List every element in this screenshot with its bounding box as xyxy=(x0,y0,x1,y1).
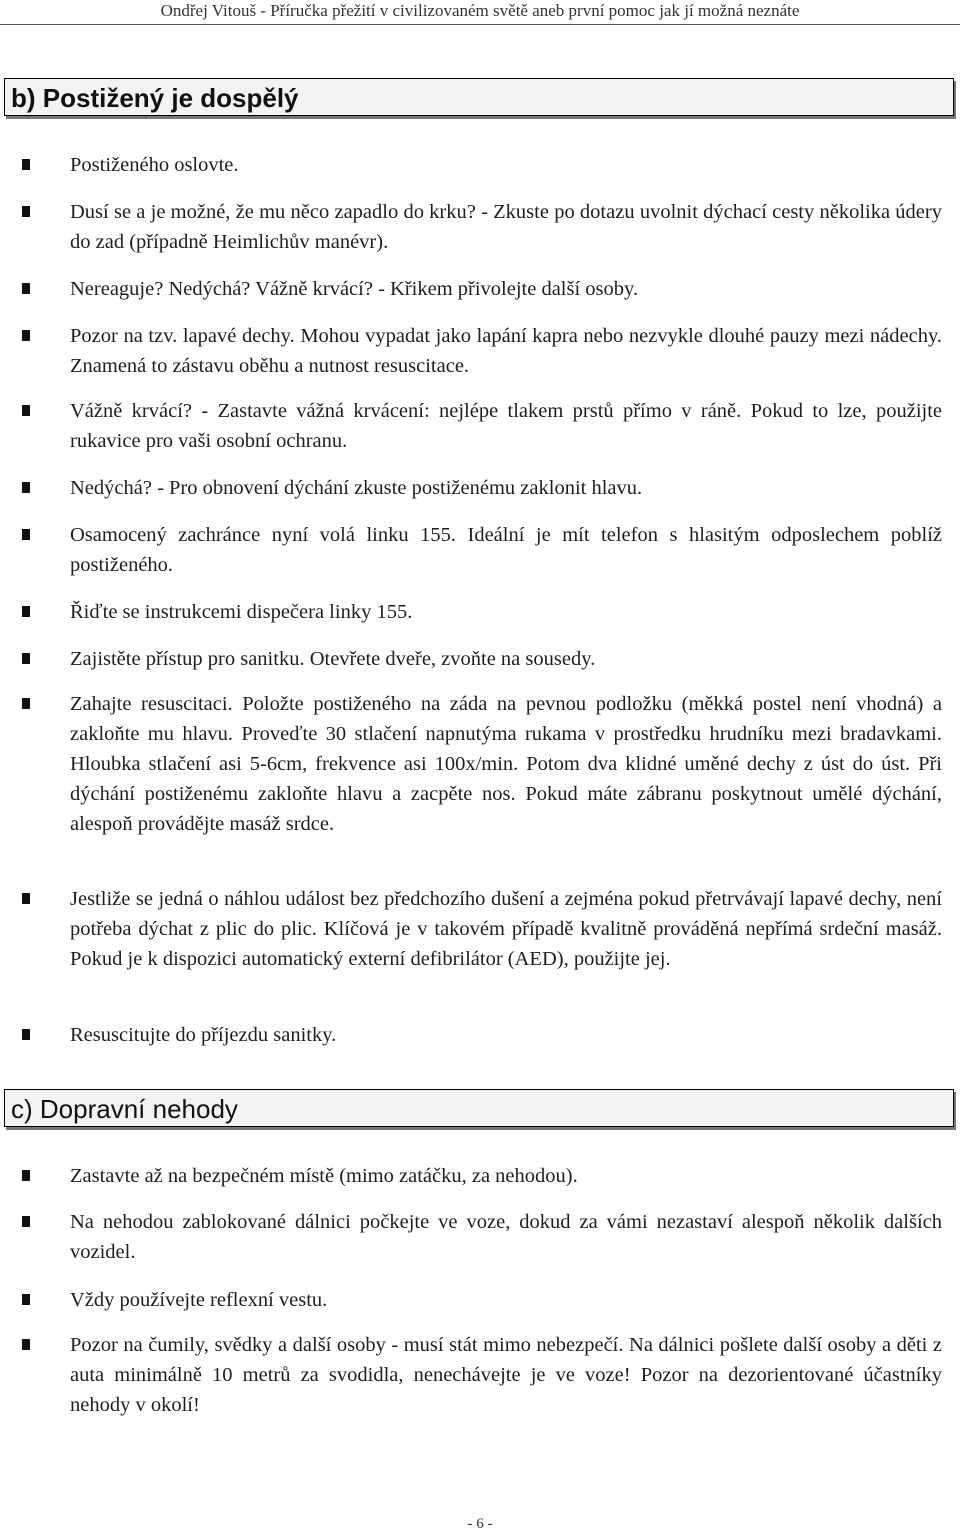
list-item: Jestliže se jedná o náhlou událost bez předchozího dušení a zejména pokud přetrvávají lapavé dechy, není potřeba dýchat z plic do plic. Klíčová je v takovém případě kvalitně prováděná nepřímá srdeční masáž. Pokud je k dispozici automatický externí defibrilátor (AED), použijte jej. xyxy=(70,884,942,974)
square-bullet-icon xyxy=(22,330,30,341)
header-divider xyxy=(0,24,960,25)
square-bullet-icon xyxy=(22,653,30,664)
section-heading-traffic-accidents: c) Dopravní nehody xyxy=(4,1089,954,1127)
square-bullet-icon xyxy=(22,1294,30,1305)
square-bullet-icon xyxy=(22,529,30,540)
list-item: Na nehodou zablokované dálnici počkejte ve voze, dokud za vámi nezastaví alespoň několik dalších vozidel. xyxy=(70,1207,942,1267)
list-item: Dusí se a je možné, že mu něco zapadlo do krku? - Zkuste po dotazu uvolnit dýchací cesty několika údery do zad (případně Heimlichův manévr). xyxy=(70,197,942,257)
list-item: Zajistěte přístup pro sanitku. Otevřete dveře, zvoňte na sousedy. xyxy=(70,644,942,674)
square-bullet-icon xyxy=(22,405,30,416)
list-item: Nedýchá? - Pro obnovení dýchání zkuste postiženému zaklonit hlavu. xyxy=(70,473,942,503)
list-item: Resuscitujte do příjezdu sanitky. xyxy=(70,1020,942,1050)
square-bullet-icon xyxy=(22,206,30,217)
list-item: Pozor na čumily, svědky a další osoby - musí stát mimo nebezpečí. Na dálnici pošlete další osoby a děti z auta minimálně 10 metrů za svodidla, nenechávejte je ve voze! Pozor na dezorientované účastníky nehody v okolí! xyxy=(70,1330,942,1420)
page-number: - 6 - xyxy=(467,1516,493,1532)
list-item: Zastavte až na bezpečném místě (mimo zatáčku, za nehodou). xyxy=(70,1161,942,1191)
section-heading-adult: b) Postižený je dospělý xyxy=(4,78,954,116)
square-bullet-icon xyxy=(22,1216,30,1227)
square-bullet-icon xyxy=(22,698,30,709)
list-item: Vždy používejte reflexní vestu. xyxy=(70,1285,942,1315)
list-item: Vážně krvácí? - Zastavte vážná krvácení: nejlépe tlakem prstů přímo v ráně. Pokud to lze, použijte rukavice pro vaši osobní ochranu. xyxy=(70,396,942,456)
square-bullet-icon xyxy=(22,159,30,170)
list-item: Osamocený zachránce nyní volá linku 155. Ideální je mít telefon s hlasitým odposlechem poblíž postiženého. xyxy=(70,520,942,580)
running-header: Ondřej Vitouš - Příručka přežití v civilizovaném světě aneb první pomoc jak jí možná neznáte xyxy=(160,1,800,20)
square-bullet-icon xyxy=(22,1170,30,1181)
square-bullet-icon xyxy=(22,893,30,904)
square-bullet-icon xyxy=(22,482,30,493)
list-item: Řiďte se instrukcemi dispečera linky 155. xyxy=(70,597,942,627)
list-item: Postiženého oslovte. xyxy=(70,150,942,180)
list-item: Pozor na tzv. lapavé dechy. Mohou vypadat jako lapání kapra nebo nezvykle dlouhé pauzy mezi nádechy. Znamená to zástavu oběhu a nutnost resuscitace. xyxy=(70,321,942,381)
square-bullet-icon xyxy=(22,1339,30,1350)
square-bullet-icon xyxy=(22,1029,30,1040)
list-item: Nereaguje? Nedýchá? Vážně krvácí? - Křikem přivolejte další osoby. xyxy=(70,274,942,304)
square-bullet-icon xyxy=(22,606,30,617)
list-item: Zahajte resuscitaci. Položte postiženého na záda na pevnou podložku (měkká postel není vhodná) a zakloňte mu hlavu. Proveďte 30 stlačení napnutýma rukama v prostředku hrudníku mezi bradavkami. Hloubka stlačení asi 5-6cm, frekvence asi 100x/min. Potom dva klidné uměné dechy z úst do úst. Při dýchání postiženému zakloňte hlavu a zacpěte nos. Pokud máte zábranu poskytnout umělé dýchání, alespoň provádějte masáž srdce. xyxy=(70,689,942,839)
square-bullet-icon xyxy=(22,283,30,294)
